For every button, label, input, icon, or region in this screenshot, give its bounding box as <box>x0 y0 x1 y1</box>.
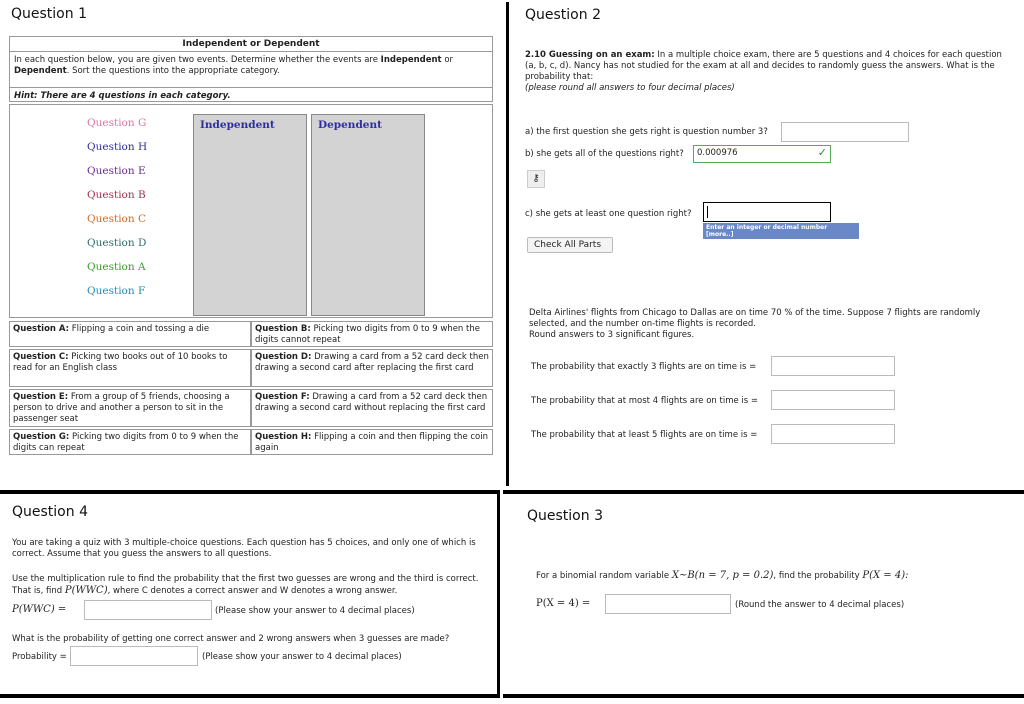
px4-note: (Round the answer to 4 decimal places) <box>735 600 905 610</box>
question-description-cell <box>251 389 493 427</box>
px4-label: P(X = 4) = <box>536 598 591 609</box>
question-description-cell <box>9 321 251 347</box>
question-description-key: Question F: <box>255 392 310 402</box>
question-description-cell <box>251 349 493 387</box>
question-description-key: Question B: <box>255 324 311 334</box>
draggable-question-item[interactable]: Question C <box>87 213 147 225</box>
question-3-panel <box>503 490 1024 698</box>
question-2-panel <box>506 2 1022 486</box>
guessing-problem-text: 2.10 Guessing on an exam: In a multiple choice exam, there are 5 questions and 4 choices for each question (a, b, c, d). Nancy has not studied for the exam at all and decides to randomly guess the answers. What is the probability that: (please round all answers to four decimal places) <box>525 50 1002 93</box>
part-a-input[interactable] <box>781 122 909 142</box>
question-description-text: Flipping a coin and tossing a die <box>69 324 210 334</box>
question-description-cell <box>9 389 251 427</box>
input-hint[interactable]: Enter an integer or decimal number [more..] <box>703 223 859 239</box>
question-description-key: Question C: <box>13 352 69 362</box>
px4-input[interactable] <box>605 594 731 614</box>
dependent-column[interactable]: Dependent <box>311 114 425 316</box>
one-correct-question: What is the probability of getting one correct answer and 2 wrong answers when 3 guesses are made? <box>12 634 450 644</box>
question-4-title: Question 4 <box>12 504 88 520</box>
question-3-title: Question 3 <box>527 508 603 524</box>
question-description-text: Drawing a card from a 52 card deck then drawing a second card after replacing the first card <box>255 352 489 373</box>
exactly-3-input[interactable] <box>771 356 895 376</box>
question-description-key: Question G: <box>13 432 70 442</box>
question-description-key: Question D: <box>255 352 312 362</box>
pwwc-input[interactable] <box>84 600 212 620</box>
instructions-text: In each question below, you are given two events. Determine whether the events are Independent or Dependent. Sort the questions into the appropriate category. <box>14 55 454 76</box>
hint-text: Hint: There are 4 questions in each category. <box>10 87 492 102</box>
draggable-question-item[interactable]: Question G <box>87 117 147 129</box>
at-most-4-input[interactable] <box>771 390 895 410</box>
question-description-key: Question E: <box>13 392 69 402</box>
probability-note: (Please show your answer to 4 decimal places) <box>202 652 402 662</box>
instructions-header: Independent or Dependent <box>10 39 492 52</box>
part-a-label: a) the first question she gets right is question number 3? <box>525 127 768 137</box>
pwwc-note: (Please show your answer to 4 decimal places) <box>215 606 415 616</box>
question-description-text: Flipping a coin and then flipping the coin again <box>255 432 488 453</box>
draggable-question-item[interactable]: Question D <box>87 237 147 249</box>
question-description-text: Drawing a card from a 52 card deck then drawing a second card without replacing the first card <box>255 392 488 413</box>
question-description-key: Question A: <box>13 324 70 334</box>
binomial-problem-text: For a binomial random variable X~B(n = 7, p = 0.2), find the probability P(X = 4): <box>536 570 909 581</box>
key-icon[interactable]: ⚷ <box>527 170 545 188</box>
draggable-question-item[interactable]: Question A <box>87 261 146 273</box>
probability-input[interactable] <box>70 646 198 666</box>
delta-problem-text: Delta Airlines' flights from Chicago to Dallas are on time 70 % of the time. Suppose 7 flights are randomly selected, and the number on-time flights is recorded. Round answers to 3 significant figures. <box>529 308 981 340</box>
at-most-4-label: The probability that at most 4 flights are on time is = <box>531 396 759 406</box>
at-least-5-input[interactable] <box>771 424 895 444</box>
pwwc-label: P(WWC) = <box>12 604 67 615</box>
draggable-question-item[interactable]: Question F <box>87 285 146 297</box>
multiplication-rule-text: Use the multiplication rule to find the probability that the first two guesses are wrong and the third is correct. That is, find P(WWC), where C denotes a correct answer and W denotes a wrong answer. <box>12 574 479 596</box>
exactly-3-label: The probability that exactly 3 flights are on time is = <box>531 362 757 372</box>
draggable-question-item[interactable]: Question E <box>87 165 146 177</box>
question-1-panel <box>4 2 496 486</box>
part-c-input[interactable] <box>703 202 831 222</box>
check-mark-icon: ✓ <box>817 146 827 159</box>
question-description-cell <box>251 429 493 455</box>
part-b-input[interactable]: 0.000976 ✓ <box>693 145 831 163</box>
instructions-box <box>9 36 493 102</box>
check-all-parts-button[interactable]: Check All Parts <box>527 237 613 253</box>
question-description-text: Picking two digits from 0 to 9 when the digits can repeat <box>13 432 239 453</box>
quiz-intro-text: You are taking a quiz with 3 multiple-choice questions. Each question has 5 choices, and only one of which is correct. Assume that you guess the answers to all questions. <box>12 538 476 559</box>
independent-column[interactable]: Independent <box>193 114 307 316</box>
draggable-question-item[interactable]: Question H <box>87 141 148 153</box>
probability-label: Probability = <box>12 652 67 662</box>
question-description-key: Question H: <box>255 432 312 442</box>
question-description-cell <box>251 321 493 347</box>
part-b-label: b) she gets all of the questions right? <box>525 149 684 159</box>
question-description-cell <box>9 349 251 387</box>
question-description-text: Picking two digits from 0 to 9 when the digits cannot repeat <box>255 324 480 345</box>
question-description-text: From a group of 5 friends, choosing a person to drive and another a person to sit in the passenger seat <box>13 392 230 424</box>
question-2-title: Question 2 <box>525 7 601 23</box>
question-description-text: Picking two books out of 10 books to read for an English class <box>13 352 228 373</box>
draggable-question-item[interactable]: Question B <box>87 189 146 201</box>
question-1-title: Question 1 <box>11 6 87 22</box>
question-4-panel <box>0 490 500 698</box>
question-description-cell <box>9 429 251 455</box>
at-least-5-label: The probability that at least 5 flights are on time is = <box>531 430 758 440</box>
part-c-label: c) she gets at least one question right? <box>525 209 692 219</box>
